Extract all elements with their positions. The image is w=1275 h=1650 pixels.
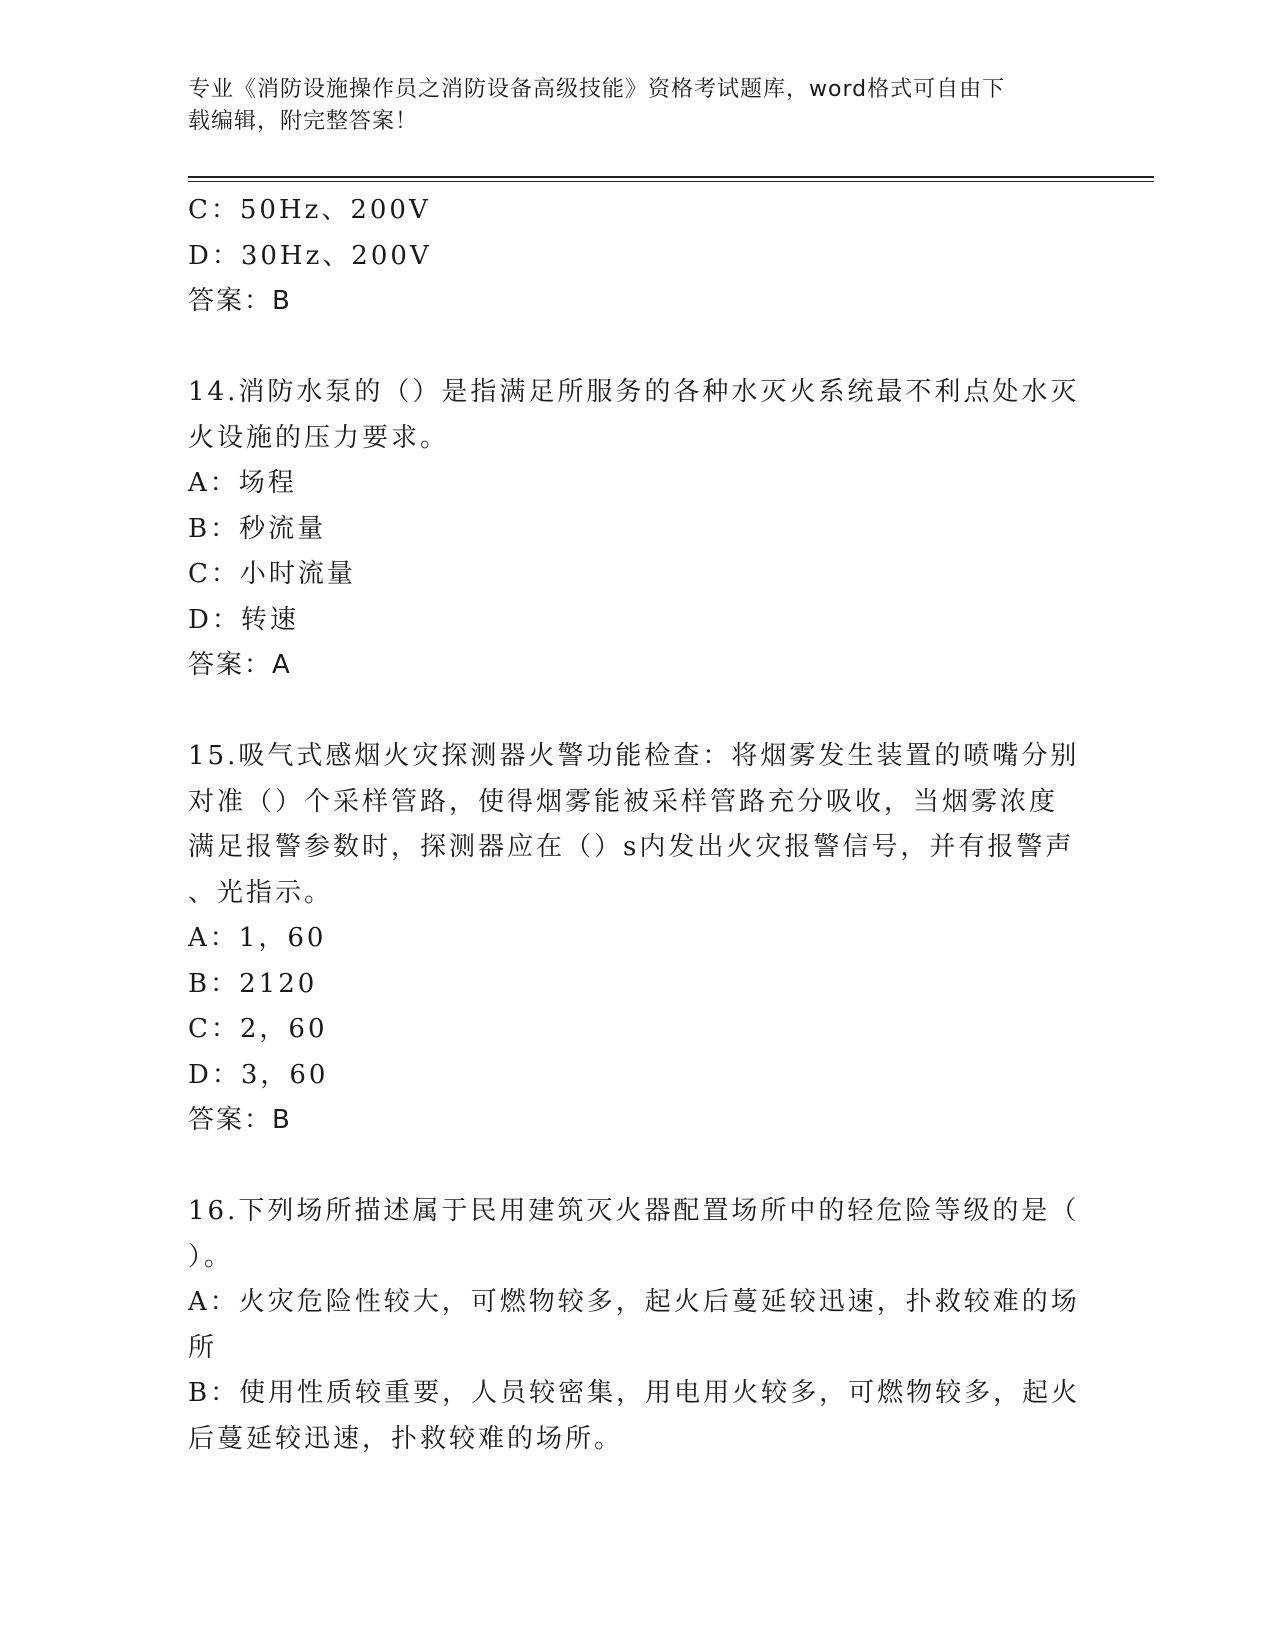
header-divider-thick: [188, 176, 1154, 178]
question-stem: 16.下列场所描述属于民用建筑灭火器配置场所中的轻危险等级的是（: [188, 1196, 1080, 1226]
spacer: [188, 325, 1088, 371]
option-c: C：50Hz、200V: [188, 195, 431, 225]
option-b: 后蔓延较迅速，扑救较难的场所。: [188, 1423, 624, 1454]
option-b: B：秒流量: [188, 513, 327, 544]
question-16: [188, 1189, 1088, 1462]
question-stem: ）。: [188, 1241, 234, 1272]
option-d: D：3，60: [188, 1059, 329, 1090]
question-stem: 火设施的压力要求。: [188, 422, 450, 453]
option-a: 所: [188, 1332, 218, 1363]
question-14: [188, 370, 1088, 689]
spacer: [188, 689, 1088, 735]
header-line-2: 载编辑，附完整答案！: [188, 109, 419, 134]
header-line-1: 专业《消防设施操作员之消防设备高级技能》资格考试题库，word格式可自由下: [188, 77, 1006, 102]
question-stem: 满足报警参数时，探测器应在（）s内发出火灾报警信号，并有报警声: [188, 832, 1075, 862]
spacer: [188, 1144, 1088, 1190]
page-header: [188, 74, 1068, 138]
option-c: C：2，60: [188, 1014, 328, 1044]
header-divider-thin: [188, 181, 1154, 182]
question-stem: 15.吸气式感烟火灾探测器火警功能检查：将烟雾发生装置的喷嘴分别: [188, 741, 1080, 771]
option-d: D：30Hz、200V: [188, 240, 432, 271]
answer: 答案：B: [188, 286, 292, 316]
answer: 答案：B: [188, 1105, 292, 1135]
question-stem: 、光指示。: [188, 877, 334, 908]
question-stem: 14.消防水泵的（）是指满足所服务的各种水灭火系统最不利点处水灭: [188, 377, 1080, 407]
option-d: D：转速: [188, 604, 299, 635]
option-c: C：小时流量: [188, 559, 356, 589]
document-body: [188, 188, 1088, 1462]
option-b: B：2120: [188, 968, 318, 999]
option-a: A：场程: [188, 468, 297, 498]
option-a: A：火灾危险性较大，可燃物较多，起火后蔓延较迅速，扑救较难的场: [188, 1287, 1080, 1317]
question-stem: 对准（）个采样管路，使得烟雾能被采样管路充分吸收，当烟雾浓度: [188, 786, 1059, 817]
option-b: B：使用性质较重要，人员较密集，用电用火较多，可燃物较多，起火: [188, 1378, 1081, 1408]
answer: 答案：A: [188, 650, 292, 680]
question-13-tail: [188, 188, 1088, 325]
question-15: [188, 734, 1088, 1144]
option-a: A：1，60: [188, 923, 327, 953]
